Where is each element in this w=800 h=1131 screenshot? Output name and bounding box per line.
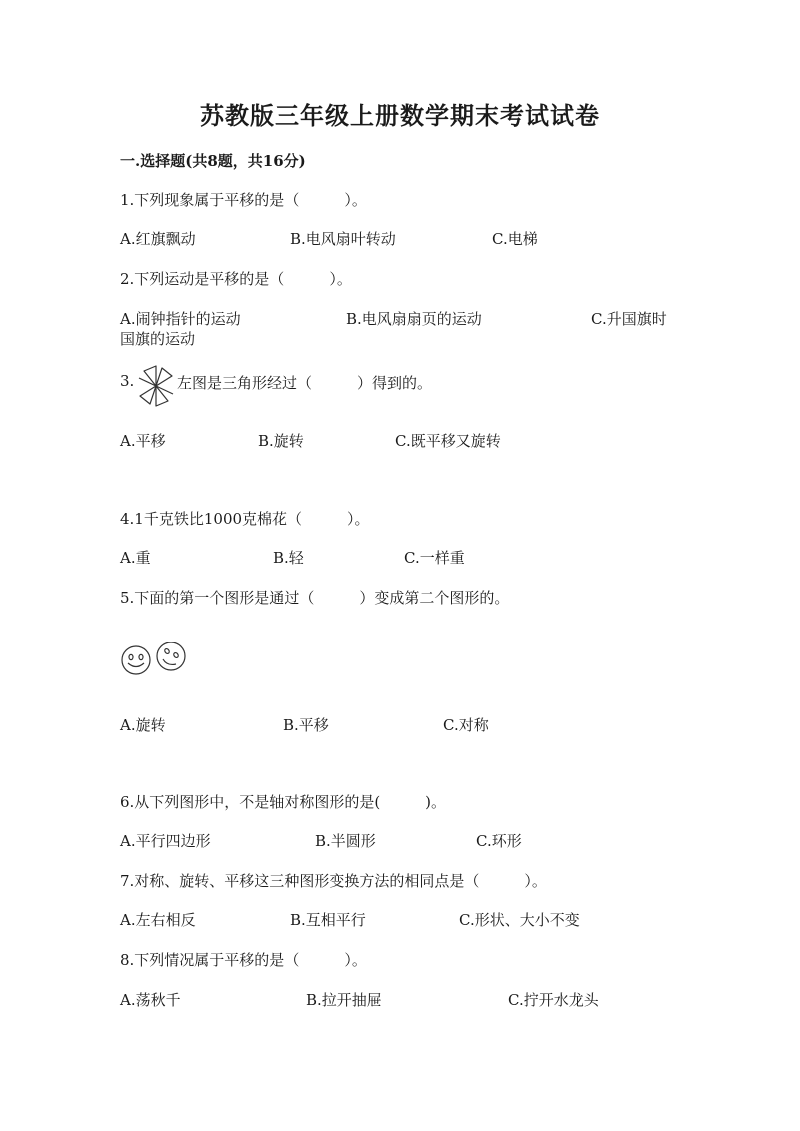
question-2-option-c: C.升国旗时 [591,310,667,328]
smiley-faces-figure [118,642,190,676]
question-4-option-c: C.一样重 [404,549,465,567]
question-5-option-b: B.平移 [283,716,329,734]
question-3-option-c: C.既平移又旋转 [395,432,501,450]
question-3-option-a: A.平移 [120,432,166,450]
question-3-number: 3. [120,372,135,390]
question-5-option-c: C.对称 [443,716,489,734]
question-2-option-a: A.闹钟指针的运动 [120,310,241,328]
question-5-option-a: A.旋转 [120,716,166,734]
question-1-option-b: B.电风扇叶转动 [290,230,396,248]
question-8-option-a: A.荡秋千 [120,991,181,1009]
question-2-option-c-continued: 国旗的运动 [120,330,196,348]
page-title: 苏教版三年级上册数学期末考试试卷 [200,101,600,130]
question-4-option-a: A.重 [120,549,151,567]
question-3-option-b: B.旋转 [258,432,304,450]
question-3-stem: 左图是三角形经过（ ）得到的。 [177,374,433,392]
question-1-stem: 1.下列现象属于平移的是（ ）。 [120,191,367,209]
question-7-option-a: A.左右相反 [120,911,196,929]
question-8-stem: 8.下列情况属于平移的是（ ）。 [120,951,367,969]
question-5-stem: 5.下面的第一个图形是通过（ ）变成第二个图形的。 [120,589,510,607]
section-heading: 一.选择题(共8题，共16分) [120,152,306,170]
question-6-option-c: C.环形 [476,832,522,850]
question-4-option-b: B.轻 [273,549,304,567]
question-2-option-b: B.电风扇扇页的运动 [346,310,482,328]
question-6-stem: 6.从下列图形中，不是轴对称图形的是( )。 [120,793,447,811]
question-1-option-a: A.红旗飘动 [120,230,196,248]
question-7-option-c: C.形状、大小不变 [459,911,580,929]
question-4-stem: 4.1千克铁比1000克棉花（ ）。 [120,510,370,528]
question-7-option-b: B.互相平行 [290,911,366,929]
question-8-option-b: B.拉开抽屉 [306,991,382,1009]
question-1-option-c: C.电梯 [492,230,538,248]
pinwheel-triangles-figure [136,363,176,409]
question-7-stem: 7.对称、旋转、平移这三种图形变换方法的相同点是（ ）。 [120,872,547,890]
question-2-stem: 2.下列运动是平移的是（ ）。 [120,270,352,288]
question-6-option-b: B.半圆形 [315,832,376,850]
question-8-option-c: C.拧开水龙头 [508,991,599,1009]
question-6-option-a: A.平行四边形 [120,832,211,850]
